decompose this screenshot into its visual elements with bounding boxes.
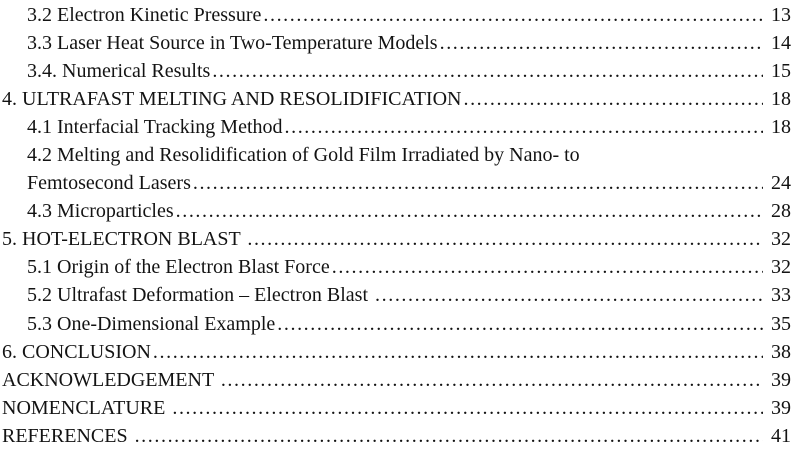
page-number: 39 <box>771 396 791 419</box>
page-number: 28 <box>771 200 791 223</box>
toc-entry-text: REFERENCES <box>2 424 133 447</box>
toc-entry <box>2 338 791 366</box>
dot-leader <box>330 253 763 281</box>
page-number: 39 <box>771 368 791 391</box>
toc-entry <box>2 422 791 450</box>
toc-entry-text: 3.4. Numerical Results <box>27 60 211 83</box>
page-number: 38 <box>771 340 791 363</box>
dot-leader <box>210 57 763 85</box>
toc-entry-text: 5.3 One-Dimensional Example <box>27 312 276 335</box>
dot-leader <box>275 310 763 338</box>
page-number: 18 <box>771 88 791 111</box>
page-number: 24 <box>771 172 791 195</box>
toc-entry <box>2 394 791 422</box>
toc-entry <box>2 225 791 253</box>
toc-entry-text: 5. HOT-ELECTRON BLAST <box>2 228 246 251</box>
toc-entry <box>2 169 791 197</box>
page-number: 35 <box>771 312 791 335</box>
toc-entry-text: 4.1 Interfacial Tracking Method <box>27 116 283 139</box>
dot-leader <box>438 29 763 57</box>
toc-entry <box>2 113 791 141</box>
toc-entry-text: 5.2 Ultrafast Deformation – Electron Blast <box>27 284 374 307</box>
page-number: 15 <box>771 60 791 83</box>
page-number: 14 <box>771 32 791 55</box>
toc-entry-text: 6. CONCLUSION <box>2 340 151 363</box>
toc-entry <box>2 197 791 225</box>
toc-entry-text: ACKNOWLEDGEMENT <box>2 368 219 391</box>
toc-entry <box>2 57 791 85</box>
toc-entry-text: NOMENCLATURE <box>2 396 171 419</box>
toc-entry-text: 4.3 Microparticles <box>27 200 174 223</box>
toc-entry-text: 3.3 Laser Heat Source in Two-Temperature Models <box>27 32 438 55</box>
dot-leader <box>283 113 764 141</box>
toc-entry <box>2 141 791 169</box>
page-number: 32 <box>771 228 791 251</box>
toc-entry <box>2 281 791 309</box>
dot-leader <box>373 281 763 309</box>
dot-leader <box>170 394 763 422</box>
dot-leader <box>245 225 763 253</box>
dot-leader <box>191 169 763 197</box>
page-number: 33 <box>771 284 791 307</box>
toc-entry <box>2 253 791 281</box>
toc-entry-text: 3.2 Electron Kinetic Pressure <box>27 4 262 26</box>
dot-leader <box>174 197 763 225</box>
toc-entry <box>2 366 791 394</box>
toc-entry-text: Femtosecond Lasers <box>27 172 191 195</box>
dot-leader <box>261 1 763 29</box>
page-number: 18 <box>771 116 791 139</box>
page-number: 13 <box>771 4 791 26</box>
dot-leader <box>151 338 763 366</box>
dot-leader <box>461 85 763 113</box>
toc-entry <box>2 310 791 338</box>
toc-entry <box>2 85 791 113</box>
dot-leader <box>219 366 763 394</box>
dot-leader <box>133 422 763 450</box>
toc-entry-text: 4.2 Melting and Resolidification of Gold Film Irradiated by Nano- to <box>27 144 580 167</box>
toc-entry <box>2 29 791 57</box>
page-number: 32 <box>771 256 791 279</box>
toc-entry-text: 5.1 Origin of the Electron Blast Force <box>27 256 330 279</box>
page-number: 41 <box>771 424 791 447</box>
toc-entry-text: 4. ULTRAFAST MELTING AND RESOLIDIFICATION <box>2 88 462 111</box>
toc-entry <box>2 1 791 29</box>
